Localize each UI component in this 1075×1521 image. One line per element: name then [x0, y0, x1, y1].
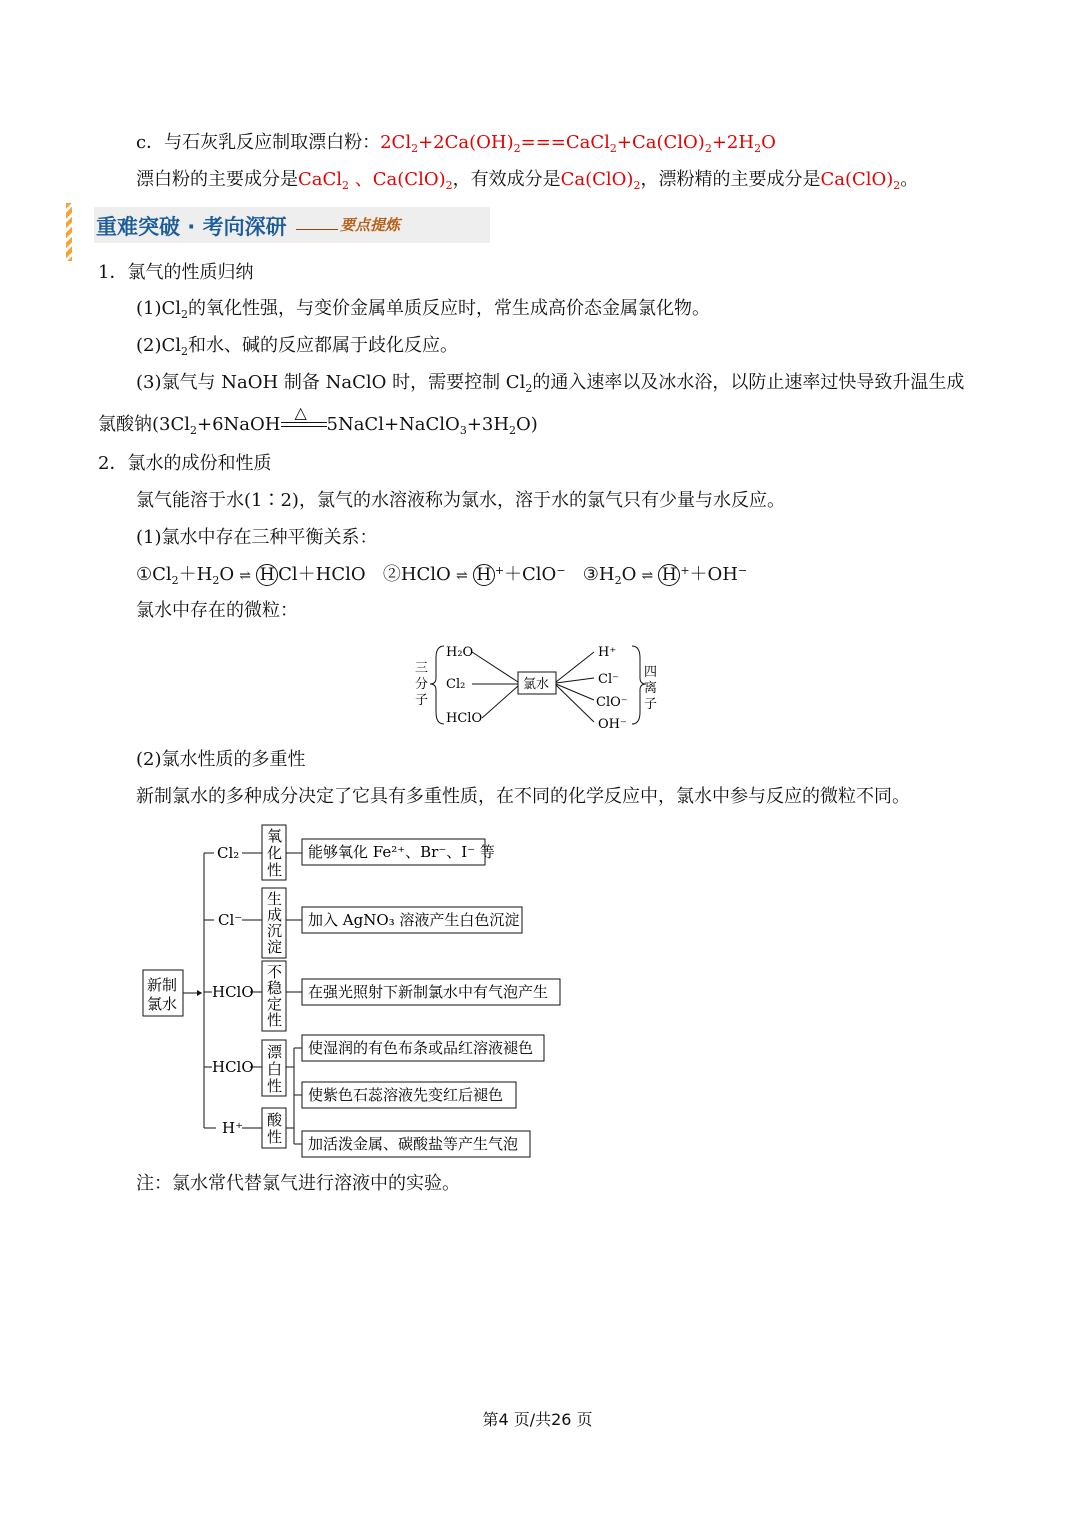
- heat-arrow: △: [281, 415, 327, 435]
- line-c: [136, 131, 776, 155]
- ion-cl: Cl⁻: [598, 672, 619, 687]
- species-h-ion: H⁺: [222, 1119, 243, 1137]
- svg-text:离: 离: [644, 681, 658, 696]
- svg-text:四: 四: [644, 665, 658, 680]
- svg-text:定: 定: [267, 995, 283, 1013]
- s1-point-2: $(2)Cl_2$和水、碱的反应都属于歧化反应。: [136, 335, 459, 358]
- svg-text:沉: 沉: [267, 922, 283, 940]
- equilibrium-arrow-icon: ⇌: [641, 568, 654, 584]
- s1-point-1: $(1)Cl_2$的氧化性强，与变价金属单质反应时，常生成高价态金属氯化物。: [136, 298, 711, 321]
- properties-diagram: [136, 820, 576, 1165]
- root-label-1: 新制: [147, 976, 178, 994]
- line-c-label: c．与石灰乳反应制取漂白粉：: [136, 132, 381, 153]
- banner-stripe: [66, 203, 72, 261]
- svg-text:性: 性: [267, 1128, 283, 1146]
- ion-h: H⁺: [598, 645, 617, 660]
- svg-text:漂: 漂: [267, 1043, 283, 1061]
- svg-text:淀: 淀: [267, 938, 283, 956]
- effect-metal: 加活泼金属、碳酸盐等产生气泡: [308, 1135, 519, 1153]
- banner-divider: [296, 229, 338, 230]
- h-circle: H: [658, 564, 680, 586]
- svg-text:氧: 氧: [267, 827, 283, 845]
- ion-clo: ClO⁻: [596, 695, 628, 710]
- bleach-equation: $2Cl_2+2Ca(OH)_2===CaCl_2+Ca(ClO)_2+2H_2O$: [380, 132, 776, 155]
- molecule-hclo: HClO: [446, 711, 483, 726]
- equilibrium-arrow-icon: ⇌: [239, 568, 251, 584]
- effect-oxidize: 能够氧化 Fe²⁺、Br⁻、I⁻ 等: [308, 843, 495, 861]
- svg-text:分: 分: [415, 677, 429, 692]
- molecules-label: [415, 661, 428, 708]
- multi-property-intro: 新制氯水的多种成分决定了它具有多重性质，在不同的化学反应中，氯水中参与反应的微粒不同。: [136, 786, 910, 807]
- s2-intro: 氯气能溶于水(1∶2)，氯气的水溶液称为氯水，溶于水的氯气只有少量与水反应。: [136, 490, 785, 511]
- section-1-heading: 1．氯气的性质归纳: [98, 262, 254, 283]
- section-banner: [66, 203, 426, 261]
- svg-text:性: 性: [267, 1011, 283, 1029]
- h-circle: H: [473, 564, 495, 586]
- species-cl-ion: Cl⁻: [218, 911, 243, 929]
- species-hclo-2: HClO: [212, 1058, 254, 1076]
- svg-text:性: 性: [267, 861, 283, 879]
- equilibrium-arrow-icon: ⇌: [455, 568, 468, 584]
- banner-subtitle: 要点提炼: [340, 216, 401, 234]
- particles-label: 氯水中存在的微粒：: [136, 600, 298, 621]
- note: 注：氯水常代替氯气进行溶液中的实验。: [136, 1173, 460, 1194]
- svg-text:不: 不: [267, 963, 283, 981]
- s1-point-3-cont: 氯酸钠($3Cl_2+6NaOH$ △ $5NaCl+NaClO_3+3H_2O$): [98, 403, 538, 437]
- svg-text:生: 生: [267, 890, 283, 908]
- svg-text:子: 子: [415, 693, 429, 708]
- s2-equilibria-title: (1)氯水中存在三种平衡关系：: [136, 527, 378, 548]
- effect-litmus: 使紫色石蕊溶液先变红后褪色: [308, 1086, 504, 1104]
- molecule-cl2: Cl₂: [446, 677, 466, 692]
- root-label-2: 氯水: [147, 995, 178, 1013]
- species-hclo-1: HClO: [212, 983, 254, 1001]
- svg-text:三: 三: [415, 661, 429, 676]
- left-brace: [430, 646, 444, 724]
- s1-point-3: (3)氯气与 NaOH 制备 NaClO 时，需要控制 $Cl_2$的通入速率以及冰水浴，以防止速率过快导致升温生成: [136, 372, 965, 395]
- svg-text:酸: 酸: [267, 1111, 283, 1129]
- bleach-components-line: 漂白粉的主要成分是CaCl$_2$ 、$Ca(ClO)_2$，有效成分是$Ca(ClO)_2$，漂粉精的主要成分是$Ca(ClO)_2$。: [136, 169, 919, 192]
- ion-oh: OH⁻: [598, 717, 627, 732]
- svg-text:子: 子: [644, 697, 658, 712]
- svg-text:稳: 稳: [267, 979, 283, 997]
- effect-light: 在强光照射下新制氯水中有气泡产生: [308, 983, 549, 1001]
- equilibrium-line: $①Cl_2+H_2O$ ⇌ H Cl＋HClO ②HClO ⇌ H +＋ClO− $③H_2O$ ⇌ H +＋OH−: [136, 564, 748, 587]
- particles-diagram: [410, 638, 670, 734]
- svg-text:性: 性: [267, 1077, 283, 1095]
- page-footer: 第4 页/共26 页: [482, 1410, 593, 1429]
- svg-text:化: 化: [267, 844, 283, 862]
- species-cl2: Cl₂: [217, 844, 240, 862]
- chlorine-water-center: 氯水: [523, 677, 550, 692]
- svg-text:白: 白: [267, 1060, 283, 1078]
- effect-agno3: 加入 AgNO₃ 溶液产生白色沉淀: [308, 911, 520, 929]
- multi-property-title: (2)氯水性质的多重性: [136, 749, 306, 770]
- effect-fade: 使湿润的有色布条或品红溶液褪色: [308, 1039, 534, 1057]
- ions-label: [644, 665, 657, 712]
- banner-title: 重难突破 · 考向深研: [96, 215, 287, 239]
- svg-text:成: 成: [267, 906, 283, 924]
- section-2-heading: 2．氯水的成份和性质: [98, 453, 272, 474]
- h-circle: H: [256, 564, 278, 586]
- molecule-h2o: H₂O: [446, 645, 474, 660]
